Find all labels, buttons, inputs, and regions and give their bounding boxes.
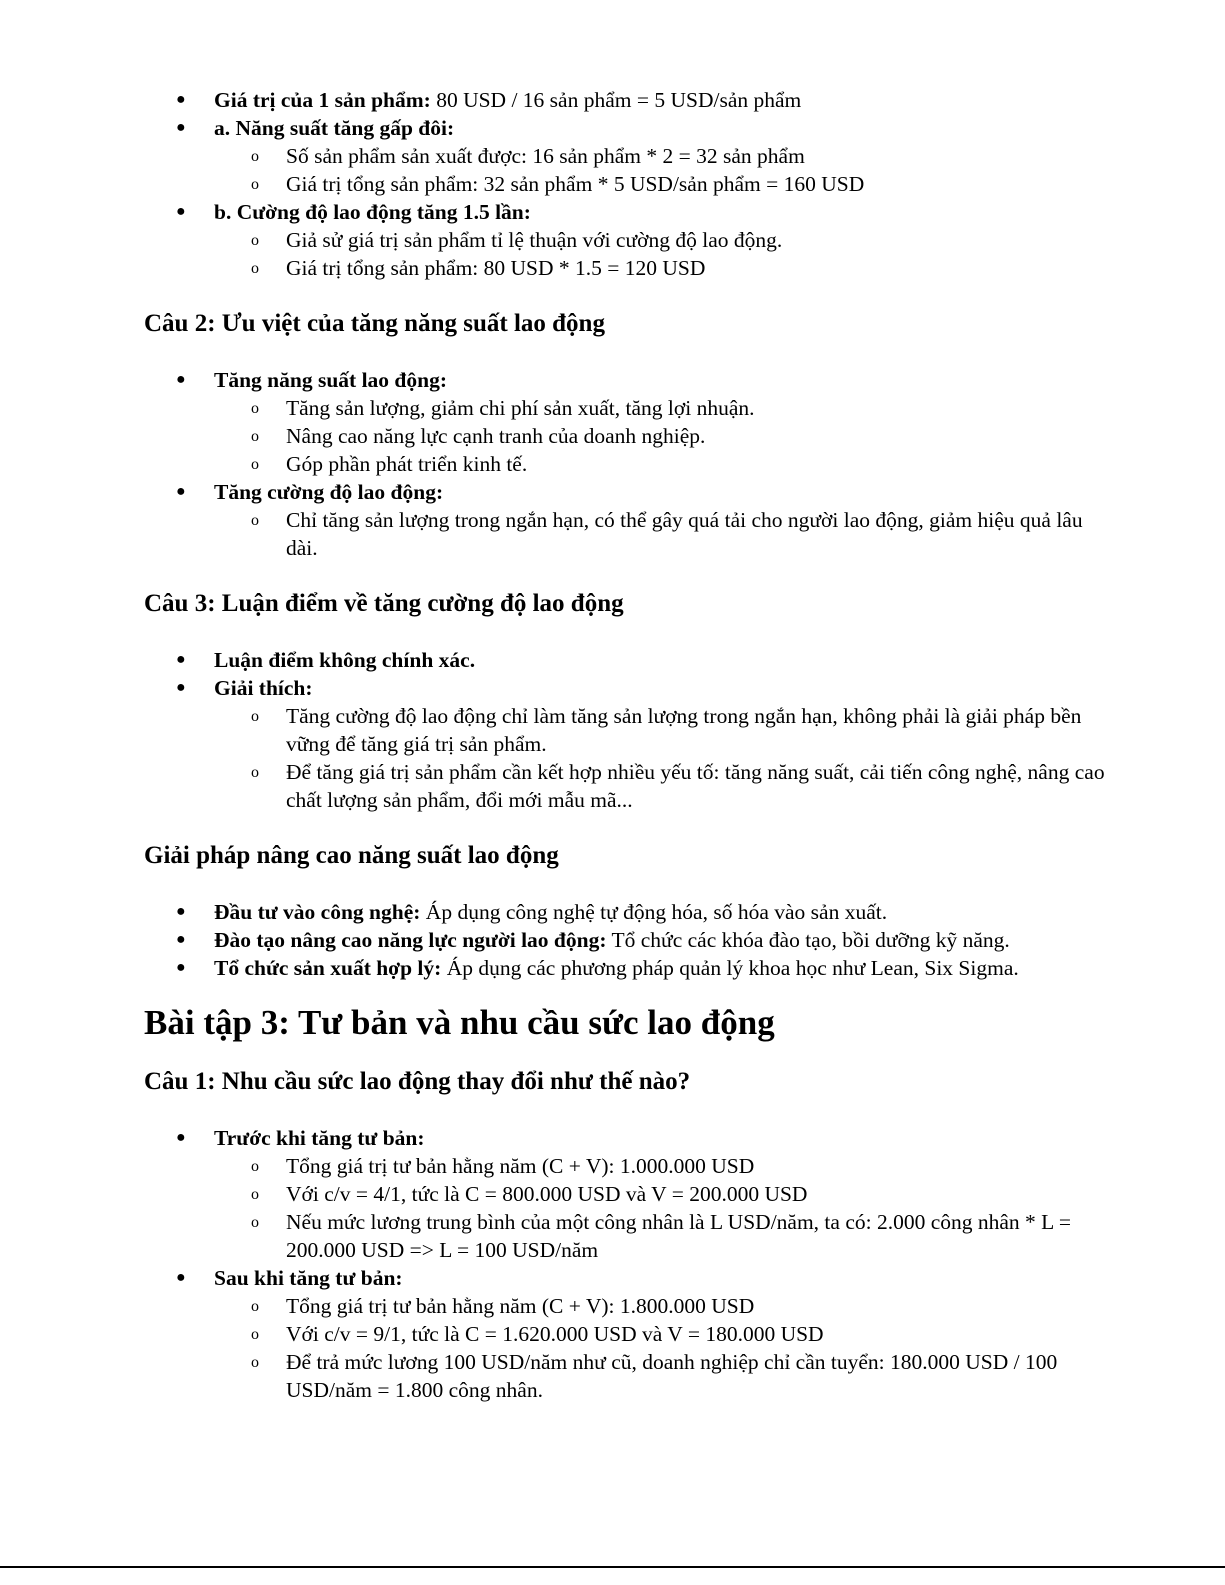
bt3-cau-1-list <box>144 1124 1114 1404</box>
sub-item-text: Với c/v = 9/1, tức là C = 1.620.000 USD và V = 180.000 USD <box>286 1322 824 1346</box>
sub-list-item <box>144 1152 1114 1180</box>
sub-item-text: Để trả mức lương 100 USD/năm như cũ, doanh nghiệp chỉ cần tuyển: 180.000 USD / 100 USD/năm = 1.800 công nhân. <box>286 1350 1058 1402</box>
intro-list <box>144 86 1114 282</box>
item-text: Áp dụng công nghệ tự động hóa, số hóa vào sản xuất. <box>420 900 888 924</box>
bullet-circle-icon: o <box>251 1298 259 1315</box>
sub-item-text: Nếu mức lương trung bình của một công nhân là L USD/năm, ta có: 2.000 công nhân * L = 200.000 USD => L = 100 USD/năm <box>286 1210 1072 1262</box>
giai-phap-list <box>144 898 1114 982</box>
item-bold-label: Đầu tư vào công nghệ: <box>214 900 421 924</box>
sub-list-item <box>144 1180 1114 1208</box>
bullet-circle-icon: o <box>251 764 259 781</box>
sub-list-item <box>144 394 1114 422</box>
list-item <box>144 86 1114 114</box>
bullet-circle-icon: o <box>251 708 259 725</box>
bullet-disc-icon: ● <box>176 483 186 500</box>
sub-item-text: Tăng cường độ lao động chỉ làm tăng sản lượng trong ngắn hạn, không phải là giải pháp bền vững để tăng giá trị sản phẩm. <box>286 704 1082 756</box>
sub-item-text: Giả sử giá trị sản phẩm tỉ lệ thuận với cường độ lao động. <box>286 228 783 252</box>
sub-list-item <box>144 170 1114 198</box>
list-item <box>144 198 1114 282</box>
sub-list-item <box>144 506 1114 562</box>
bullet-circle-icon: o <box>251 1214 259 1231</box>
heading-cau-2: Câu 2: Ưu việt của tăng năng suất lao động <box>144 310 605 337</box>
bullet-disc-icon: ● <box>176 679 186 696</box>
list-item <box>144 114 1114 198</box>
item-bold-label: Tăng năng suất lao động: <box>214 368 447 392</box>
sub-list <box>214 1152 1114 1264</box>
sub-item-text: Tổng giá trị tư bản hằng năm (C + V): 1.800.000 USD <box>286 1294 755 1318</box>
sub-list-item <box>144 142 1114 170</box>
sub-list-item <box>144 1208 1114 1264</box>
bullet-circle-icon: o <box>251 1326 259 1343</box>
heading-bt3-cau-1: Câu 1: Nhu cầu sức lao động thay đổi như thế nào? <box>144 1068 691 1095</box>
bullet-disc-icon: ● <box>176 1269 186 1286</box>
sub-list <box>214 506 1114 562</box>
sub-list-item <box>144 422 1114 450</box>
bullet-circle-icon: o <box>251 400 259 417</box>
item-bold-label: a. Năng suất tăng gấp đôi: <box>214 116 455 140</box>
item-text: Áp dụng các phương pháp quản lý khoa học như Lean, Six Sigma. <box>441 956 1019 980</box>
sub-item-text: Góp phần phát triển kinh tế. <box>286 452 528 476</box>
list-item <box>144 366 1114 478</box>
bullet-circle-icon: o <box>251 148 259 165</box>
sub-list-item <box>144 758 1114 814</box>
sub-item-text: Giá trị tổng sản phẩm: 80 USD * 1.5 = 120 USD <box>286 256 706 280</box>
item-text: Tổ chức các khóa đào tạo, bồi dưỡng kỹ năng. <box>606 928 1010 952</box>
sub-item-text: Tăng sản lượng, giảm chi phí sản xuất, tăng lợi nhuận. <box>286 396 755 420</box>
bullet-disc-icon: ● <box>176 651 186 668</box>
list-item <box>144 1264 1114 1404</box>
bullet-disc-icon: ● <box>176 119 186 136</box>
item-bold-label: Giải thích: <box>214 676 313 700</box>
item-bold-label: Giá trị của 1 sản phẩm: <box>214 88 431 112</box>
sub-list-item <box>144 1348 1114 1404</box>
list-item <box>144 478 1114 562</box>
item-bold-label: Luận điểm không chính xác. <box>214 648 476 672</box>
list-item <box>144 926 1114 954</box>
sub-list <box>214 226 1114 282</box>
heading-bai-tap-3: Bài tập 3: Tư bản và nhu cầu sức lao động <box>144 1003 775 1042</box>
item-bold-label: Đào tạo nâng cao năng lực người lao động: <box>214 928 607 952</box>
item-bold-label: Tăng cường độ lao động: <box>214 480 444 504</box>
item-bold-label: Tổ chức sản xuất hợp lý: <box>214 956 442 980</box>
sub-list-item <box>144 254 1114 282</box>
sub-list-item <box>144 1320 1114 1348</box>
bullet-disc-icon: ● <box>176 931 186 948</box>
sub-list-item <box>144 450 1114 478</box>
item-bold-label: Trước khi tăng tư bản: <box>214 1126 425 1150</box>
list-item <box>144 898 1114 926</box>
heading-giai-phap: Giải pháp nâng cao năng suất lao động <box>144 842 559 869</box>
bullet-circle-icon: o <box>251 512 259 529</box>
cau-3-list <box>144 646 1114 814</box>
item-bold-label: b. Cường độ lao động tăng 1.5 lần: <box>214 200 531 224</box>
sub-list-item <box>144 702 1114 758</box>
sub-item-text: Với c/v = 4/1, tức là C = 800.000 USD và V = 200.000 USD <box>286 1182 808 1206</box>
bullet-circle-icon: o <box>251 428 259 445</box>
heading-cau-3: Câu 3: Luận điểm về tăng cường độ lao động <box>144 590 624 617</box>
bullet-disc-icon: ● <box>176 1129 186 1146</box>
sub-list <box>214 142 1114 198</box>
bullet-disc-icon: ● <box>176 91 186 108</box>
list-item <box>144 646 1114 674</box>
bullet-circle-icon: o <box>251 232 259 249</box>
sub-list <box>214 702 1114 814</box>
document-page <box>144 86 1114 1404</box>
sub-list <box>214 1292 1114 1404</box>
bullet-circle-icon: o <box>251 1354 259 1371</box>
bullet-circle-icon: o <box>251 260 259 277</box>
sub-item-text: Chỉ tăng sản lượng trong ngắn hạn, có thể gây quá tải cho người lao động, giảm hiệu quả lâu dài. <box>286 508 1083 560</box>
bullet-disc-icon: ● <box>176 959 186 976</box>
sub-list-item <box>144 226 1114 254</box>
sub-list <box>214 394 1114 478</box>
bullet-disc-icon: ● <box>176 371 186 388</box>
bullet-circle-icon: o <box>251 176 259 193</box>
cau-2-list <box>144 366 1114 562</box>
list-item <box>144 1124 1114 1264</box>
sub-list-item <box>144 1292 1114 1320</box>
item-text: 80 USD / 16 sản phẩm = 5 USD/sản phẩm <box>430 88 802 112</box>
bullet-circle-icon: o <box>251 1186 259 1203</box>
page-bottom-rule <box>0 1566 1225 1568</box>
list-item <box>144 674 1114 814</box>
sub-item-text: Giá trị tổng sản phẩm: 32 sản phẩm * 5 USD/sản phẩm = 160 USD <box>286 172 865 196</box>
sub-item-text: Nâng cao năng lực cạnh tranh của doanh nghiệp. <box>286 424 706 448</box>
sub-item-text: Số sản phẩm sản xuất được: 16 sản phẩm * 2 = 32 sản phẩm <box>286 144 805 168</box>
bullet-disc-icon: ● <box>176 903 186 920</box>
sub-item-text: Để tăng giá trị sản phẩm cần kết hợp nhiều yếu tố: tăng năng suất, cải tiến công nghệ, nâng cao chất lượng sản phẩm, đổi mới mẫu mã... <box>286 760 1105 812</box>
bullet-circle-icon: o <box>251 1158 259 1175</box>
item-bold-label: Sau khi tăng tư bản: <box>214 1266 403 1290</box>
bullet-disc-icon: ● <box>176 203 186 220</box>
list-item <box>144 954 1114 982</box>
bullet-circle-icon: o <box>251 456 259 473</box>
sub-item-text: Tổng giá trị tư bản hằng năm (C + V): 1.000.000 USD <box>286 1154 755 1178</box>
